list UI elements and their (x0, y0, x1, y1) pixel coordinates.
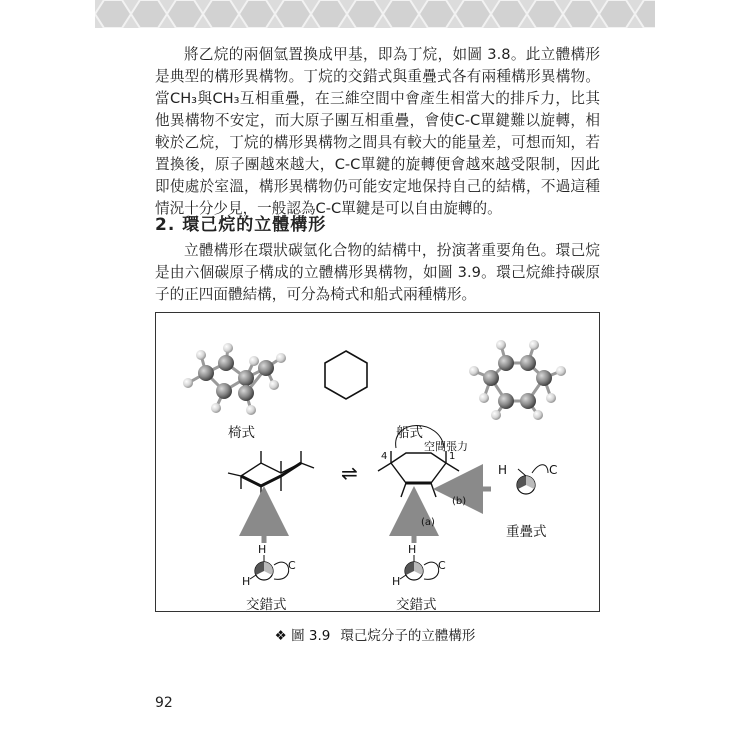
strain-label: 空間張力 (424, 440, 468, 453)
cyclohexane-diagram (156, 313, 601, 613)
carbon-number-4: 4 (381, 451, 388, 462)
chair-line-structure (228, 451, 314, 499)
hexagon-skeletal-icon (325, 351, 367, 399)
header-hexagon-band (95, 0, 655, 28)
figure-3-9 (155, 312, 600, 612)
newman-left-h-top: H (258, 543, 267, 556)
newman-left-c: C (288, 559, 296, 572)
figure-caption (0, 624, 750, 644)
staggered-label-left: 交錯式 (246, 597, 287, 613)
equilibrium-arrows: ⇌ (341, 461, 358, 485)
figure-caption-text: 環己烷分子的立體構形 (340, 628, 476, 644)
body-paragraph-2: 立體構形在環狀碳氫化合物的結構中，扮演著重要角色。環己烷是由六個碳原子構成的立體構形異構物，如圖 3.9。環己烷維持碳原子的正四面體結構，可分為椅式和船式兩種構形。 (155, 242, 600, 303)
eclipsed-c-atom: C (549, 463, 558, 477)
boat-label: 船式 (396, 425, 423, 441)
newman-projection-eclipsed (517, 465, 548, 494)
staggered-label-right: 交錯式 (396, 597, 437, 613)
section-heading: 2. 環己烷的立體構形 (155, 215, 327, 235)
newman-right-c: C (438, 559, 446, 572)
arrow-b-label: (b) (452, 496, 467, 507)
carbon-number-1: 1 (449, 451, 456, 462)
newman-left-h-bottom: H (242, 575, 251, 588)
eclipsed-label: 重疊式 (506, 524, 547, 540)
newman-right-h-bottom: H (392, 575, 401, 588)
hexagon-pattern (95, 0, 655, 28)
chair-label: 椅式 (228, 425, 255, 441)
body-paragraph-1: 將乙烷的兩個氫置換成甲基，即為丁烷，如圖 3.8。此立體構形是典型的構形異構物。丁烷的交錯式與重疊式各有兩種構形異構物。當CH₃與CH₃互相重疊，在三維空間中會產生相當大的排斥力，比其他異構物不安定，而大原子團互相重疊，會使C-C單鍵難以旋轉，相較於乙烷，丁烷的構形異構物之間具有較大的能量差，可想而知，若置換後，原子團越來越大，C-C單鍵的旋轉便會越來越受限制，因此即使處於室溫，構形異構物仍可能安定地保持自己的結構，不過這種情況十分少見，一般認為C-C單鍵是可以自由旋轉的。 (155, 46, 600, 217)
newman-projection-right (400, 555, 439, 580)
eclipsed-h-atom: H (498, 463, 508, 477)
newman-projection-left (250, 555, 289, 580)
chair-ball-model (183, 343, 286, 415)
newman-right-h-top: H (408, 543, 417, 556)
page-number: 92 (155, 695, 173, 711)
boat-ball-model (469, 340, 566, 420)
arrow-a-label: (a) (421, 517, 435, 528)
figure-caption-number: ❖ 圖 3.9 (274, 628, 331, 644)
